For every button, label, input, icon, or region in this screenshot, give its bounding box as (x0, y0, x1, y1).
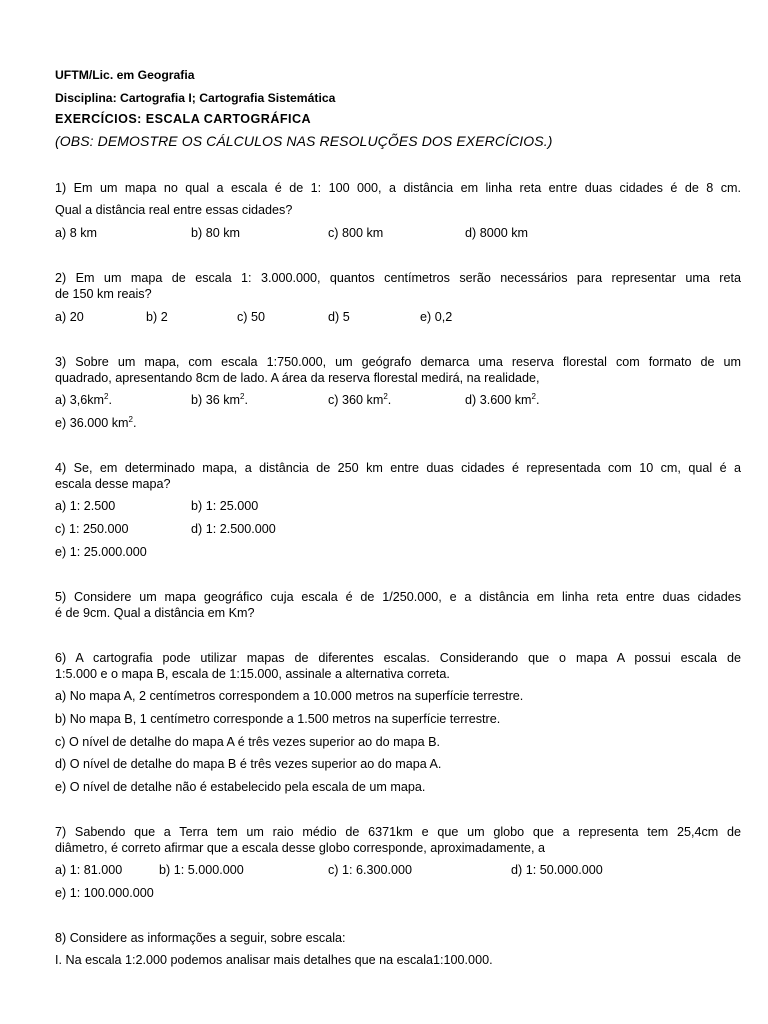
q4-option-c: c) 1: 250.000 (55, 522, 129, 536)
q7-option-a: a) 1: 81.000 (55, 863, 123, 877)
q6-option-c: c) O nível de detalhe do mapa A é três vezes superior ao do mapa B. (55, 735, 441, 749)
q4-text-line2: escala desse mapa? (55, 477, 171, 491)
sheet-title: EXERCÍCIOS: ESCALA CARTOGRÁFICA (55, 112, 312, 126)
q5-text-line2: é de 9cm. Qual a distância em Km? (55, 606, 255, 620)
q3-option-c: c) 360 $km^2$. (328, 391, 392, 407)
q7-text-line2: diâmetro, é correto afirmar que a escala desse globo corresponde, aproximadamente, a (55, 841, 546, 855)
q7-text-line1: 7) Sabendo que a Terra tem um raio médio de 6371km e que um globo que a representa tem 25,4cm de (55, 825, 741, 839)
q3-text-line1: 3) Sobre um mapa, com escala 1:750.000, um geógrafo demarca uma reserva florestal com formato de um (55, 355, 741, 369)
q4-option-e: e) 1: 25.000.000 (55, 545, 147, 559)
q1-option-b: b) 80 km (191, 226, 240, 240)
q4-option-a: a) 1: 2.500 (55, 499, 116, 513)
q3-option-d: d) 3.600 $km^2$. (465, 391, 540, 407)
q6-text-line1: 6) A cartografia pode utilizar mapas de diferentes escalas. Considerando que o mapa A possui escala de (55, 651, 741, 665)
q6-option-b: b) No mapa B, 1 centímetro corresponde a 1.500 metros na superfície terrestre. (55, 712, 501, 726)
discipline-line: Disciplina: Cartografia I; Cartografia Sistemática (55, 91, 336, 105)
institution-line: UFTM/Lic. em Geografia (55, 68, 195, 82)
q1-option-d: d) 8000 km (465, 226, 528, 240)
q7-option-e: e) 1: 100.000.000 (55, 886, 154, 900)
q3-option-a: a) $3,6km^2$. (55, 391, 112, 407)
q2-text-line1: 2) Em um mapa de escala 1: 3.000.000, quantos centímetros serão necessários para representar uma reta (55, 271, 741, 285)
q1-option-c: c) 800 km (328, 226, 384, 240)
q3-text-line2: quadrado, apresentando 8cm de lado. A área da reserva florestal medirá, na realidade, (55, 371, 540, 385)
q2-option-a: a) 20 (55, 310, 84, 324)
q7-option-c: c) 1: 6.300.000 (328, 863, 413, 877)
q1-option-a: a) 8 km (55, 226, 97, 240)
q2-option-c: c) 50 (237, 310, 265, 324)
q7-option-d: d) 1: 50.000.000 (511, 863, 603, 877)
q4-option-d: d) 1: 2.500.000 (191, 522, 276, 536)
q2-option-e: e) 0,2 (420, 310, 453, 324)
q1-text-line1: 1) Em um mapa no qual a escala é de 1: 100 000, a distância em linha reta entre duas cidades é de 8 cm. (55, 181, 741, 195)
q6-option-a: a) No mapa A, 2 centímetros correspondem a 10.000 metros na superfície terrestre. (55, 689, 524, 703)
q8-item-1: I. Na escala 1:2.000 podemos analisar mais detalhes que na escala1:100.000. (55, 953, 493, 967)
q6-option-d: d) O nível de detalhe do mapa B é três vezes superior ao do mapa A. (55, 757, 442, 771)
q6-text-line2: 1:5.000 e o mapa B, escala de 1:15.000, assinale a alternativa correta. (55, 667, 450, 681)
q2-option-d: d) 5 (328, 310, 350, 324)
q6-option-e: e) O nível de detalhe não é estabelecido pela escala de um mapa. (55, 780, 426, 794)
q3-option-b: b) 36 $km^2$. (191, 391, 248, 407)
q8-text-line1: 8) Considere as informações a seguir, sobre escala: (55, 931, 346, 945)
q4-text-line1: 4) Se, em determinado mapa, a distância de 250 km entre duas cidades é representada com 10 cm, qual é a (55, 461, 741, 475)
q4-option-b: b) 1: 25.000 (191, 499, 259, 513)
q1-text-line2: Qual a distância real entre essas cidades? (55, 203, 293, 217)
q5-text-line1: 5) Considere um mapa geográfico cuja escala é de 1/250.000, e a distância em linha reta entre duas cidades (55, 590, 741, 604)
q7-option-b: b) 1: 5.000.000 (159, 863, 244, 877)
instructions-note: (OBS: DEMOSTRE OS CÁLCULOS NAS RESOLUÇÕES DOS EXERCÍCIOS.) (55, 133, 553, 149)
q3-option-e: e) 36.000 $km^2$. (55, 414, 137, 430)
q2-option-b: b) 2 (146, 310, 168, 324)
q2-text-line2: de 150 km reais? (55, 287, 152, 301)
